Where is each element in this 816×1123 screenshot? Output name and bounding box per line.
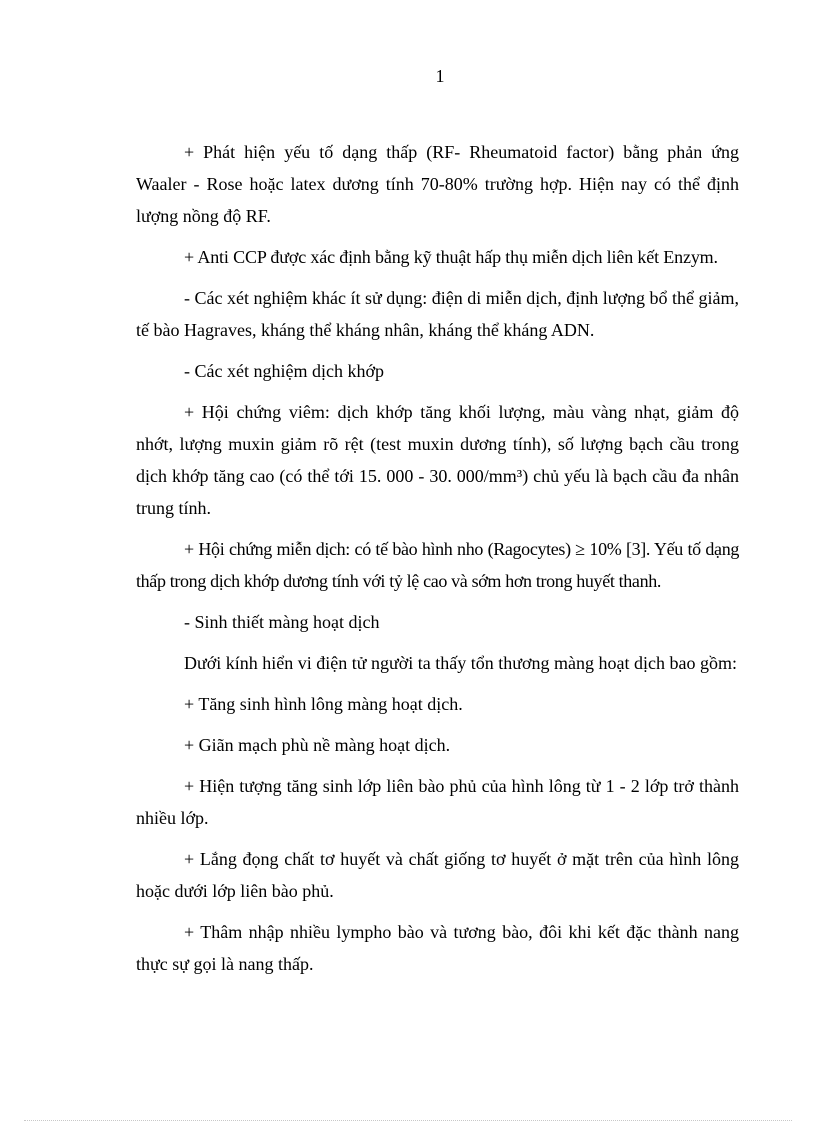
paragraph-synovial-fluid-heading: - Các xét nghiệm dịch khớp: [184, 361, 384, 381]
paragraph-immune-syndrome: + Hội chứng miễn dịch: có tế bào hình nho (Ragocytes) ≥ 10% [3]. Yếu tố dạng thấp trong dịch khớp dương tính với tỷ lệ cao và sớm hơn trong huyết thanh.: [136, 539, 739, 591]
paragraph-other-tests: - Các xét nghiệm khác ít sử dụng: điện di miễn dịch, định lượng bổ thể giảm, tế bào Hagraves, kháng thể kháng nhân, kháng thể kháng ADN.: [136, 288, 739, 340]
paragraph-vasodilation-edema: + Giãn mạch phù nề màng hoạt dịch.: [184, 735, 451, 755]
paragraph-anti-ccp: + Anti CCP được xác định bằng kỹ thuật hấp thụ miễn dịch liên kết Enzym.: [184, 247, 718, 267]
page-bottom-divider: [24, 1120, 792, 1121]
paragraph-lymphocyte-infiltration: + Thâm nhập nhiều lympho bào và tương bào, đôi khi kết đặc thành nang thực sự gọi là nang thấp.: [136, 922, 739, 974]
document-body: [136, 136, 739, 989]
paragraph-epithelial-proliferation: + Hiện tượng tăng sinh lớp liên bào phủ của hình lông từ 1 - 2 lớp trở thành nhiều lớp.: [136, 776, 739, 828]
paragraph-fibrin-deposition: + Lắng đọng chất tơ huyết và chất giống tơ huyết ở mặt trên của hình lông hoặc dưới lớp liên bào phủ.: [136, 849, 739, 901]
paragraph-electron-microscope: Dưới kính hiển vi điện tử người ta thấy tổn thương màng hoạt dịch bao gồm:: [184, 653, 738, 673]
page-number: 1: [435, 66, 445, 86]
paragraph-villous-hyperplasia: + Tăng sinh hình lông màng hoạt dịch.: [184, 694, 463, 714]
paragraph-rf-test: + Phát hiện yếu tố dạng thấp (RF- Rheumatoid factor) bằng phản ứng Waaler - Rose hoặc latex dương tính 70-80% trường hợp. Hiện nay có thể định lượng nồng độ RF.: [136, 142, 739, 226]
paragraph-inflammatory-syndrome: + Hội chứng viêm: dịch khớp tăng khối lượng, màu vàng nhạt, giảm độ nhớt, lượng muxin giảm rõ rệt (test muxin dương tính), số lượng bạch cầu trong dịch khớp tăng cao (có thể tới 15. 000 - 30. 000/mm³) chủ yếu là bạch cầu đa nhân trung tính.: [136, 402, 739, 518]
paragraph-synovial-biopsy-heading: - Sinh thiết màng hoạt dịch: [184, 612, 380, 632]
